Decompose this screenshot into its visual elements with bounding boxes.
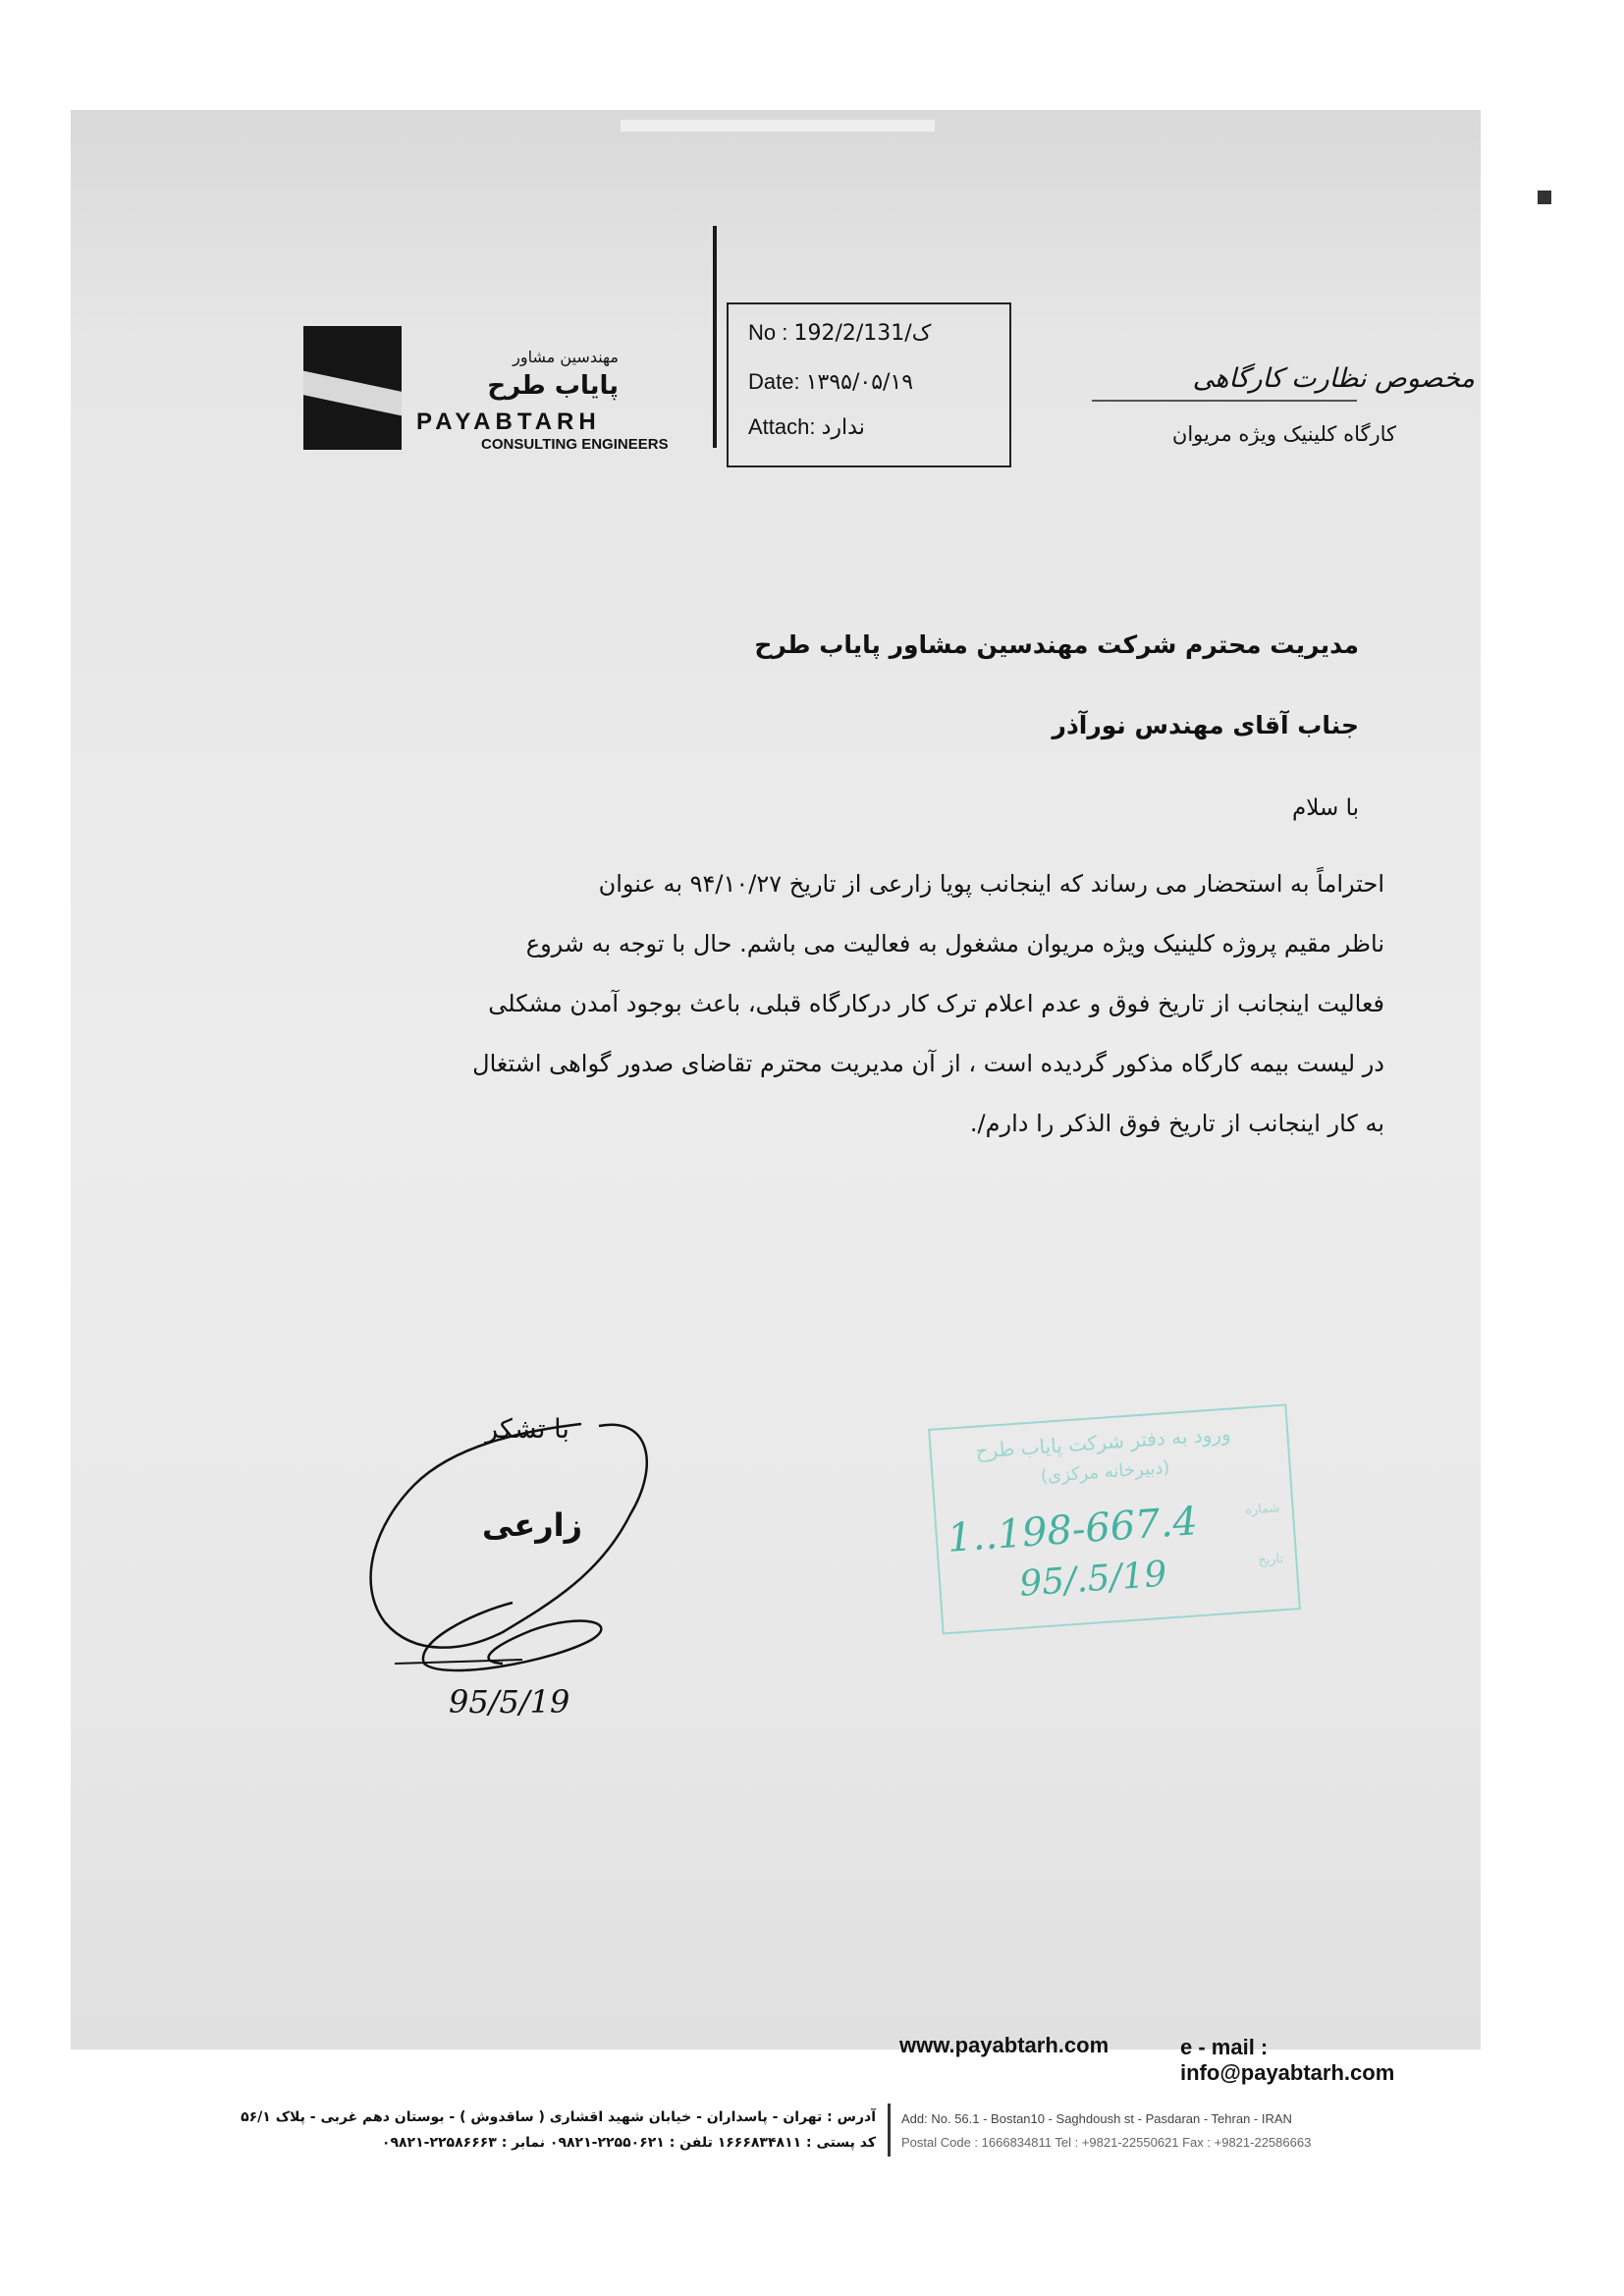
company-subtitle: CONSULTING ENGINEERS [481,436,669,453]
stamp-header: ورود به دفتر شرکت پایاب طرح [974,1421,1232,1463]
ref-attach-value: ندارد [821,415,865,440]
ref-number-value: 192/2/ک/131 [793,321,932,346]
body-line: ناظر مقیم پروژه کلینیک ویژه مریوان مشغول به فعالیت می باشم. حال با توجه به شروع [525,930,1384,957]
signature-name: زارعی [481,1506,583,1544]
signature-loop [355,1406,679,1701]
ref-number-row [748,320,931,346]
footer-email: e - mail : info@payabtarh.com [1180,2035,1395,2085]
ref-attach-row [748,414,865,440]
stamp-number-label: شماره [1244,1501,1281,1518]
ref-date-row [748,369,913,395]
stamp-subheader: (دبیرخانه مرکزی) [1040,1456,1171,1488]
site-name: کارگاه کلینیک ویژه مریوان [1171,422,1396,446]
scan-edge-mark [1538,191,1551,204]
signature-date: 95/5/19 [449,1683,570,1721]
company-name-en: PAYABTARH [416,409,601,435]
ref-attach-label: Attach: [748,414,816,439]
receipt-stamp [928,1403,1301,1634]
footer-divider [888,2104,891,2157]
recipient-person: جناب آقای مهندس نورآذر [1052,711,1359,739]
body-line: در لیست بیمه کارگاه مذکور گردیده است ، از آن مدیریت محترم تقاضای صدور گواهی اشتغال [472,1050,1384,1077]
footer-address-en: Add: No. 56.1 - Bostan10 - Saghdoush st - Pasdaran - Tehran - IRAN [901,2111,1292,2126]
footer-postal-en: Postal Code : 1666834811 Tel : +9821-22550621 Fax : +9821-22586663 [901,2135,1312,2150]
company-name-fa: پایاب طرح [487,371,619,401]
company-name-fa-small: مهندسین مشاور [513,348,619,366]
ref-number-label: No : [748,320,788,345]
special-for-underline [1092,400,1357,402]
body-line: فعالیت اینجانب از تاریخ فوق و عدم اعلام ترک کار درکارگاه قبلی، باعث بوجود آمدن مشکلی [488,990,1384,1017]
company-logo [303,326,402,450]
recipient-company: مدیریت محترم شرکت مهندسین مشاور پایاب طرح [754,630,1359,659]
body-line: احتراماً به استحضار می رساند که اینجانب پویا زارعی از تاریخ ۹۴/۱۰/۲۷ به عنوان [598,870,1384,898]
footer-address-fa: آدرس : تهران - پاسداران - خیابان شهید اقشاری ( ساقدوش ) - بوستان دهم غربی - پلاک ۵۶/۱ [241,2109,876,2125]
greeting: با سلام [1292,795,1359,821]
header-divider [713,226,717,448]
stamp-date: 95/.5/19 [1017,1554,1168,1605]
ref-date-label: Date: [748,369,800,394]
stamp-number: 1..198-667.4 [946,1499,1200,1561]
stamp-date-label: تاریخ [1257,1552,1284,1568]
special-for-title: مخصوص نظارت کارگاهی [1192,363,1475,394]
letter-sheet [71,110,1481,2151]
signature-thanks: با تشکر [485,1414,569,1445]
body-line: به کار اینجانب از تاریخ فوق الذکر را دارم/. [969,1110,1384,1137]
footer-website: www.payabtarh.com [899,2033,1110,2057]
letter-body [336,854,1384,1154]
footer-postal-fa: کد پستی : ۱۶۶۶۸۳۴۸۱۱ تلفن : ۲۲۵۵۰۶۲۱-۰۹۸۲۱ نمابر : ۲۲۵۸۶۶۶۳-۰۹۸۲۱ [381,2135,876,2151]
scan-smudge [621,120,935,132]
logo-highlight [303,370,402,420]
reference-box [727,302,1011,467]
ref-date-value: ۱۳۹۵/۰۵/۱۹ [805,370,914,395]
